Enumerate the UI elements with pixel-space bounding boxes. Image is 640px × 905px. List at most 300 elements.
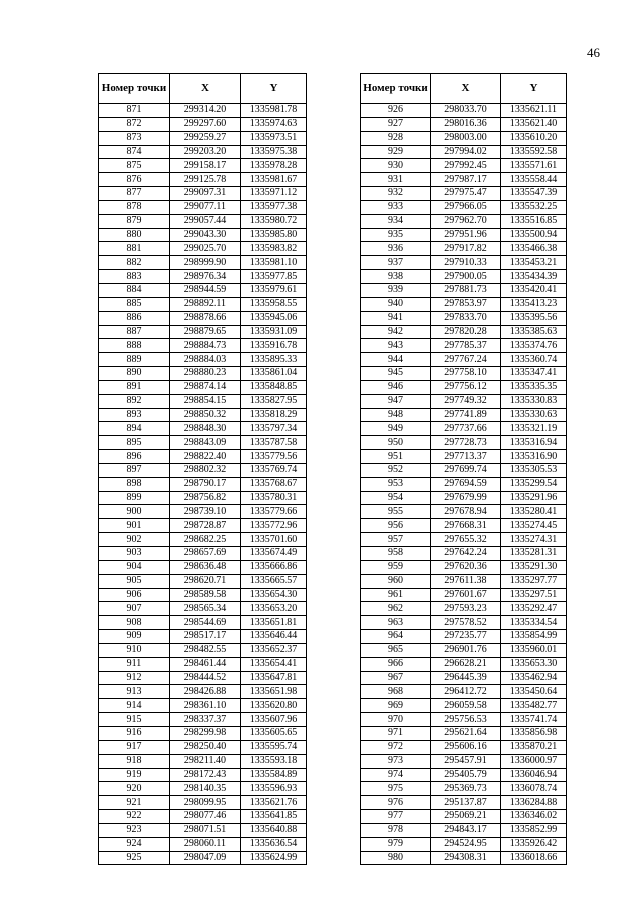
y-coordinate-cell: 1335779.66: [241, 505, 307, 519]
point-number-cell: 975: [361, 782, 431, 796]
y-coordinate-cell: 1335385.63: [501, 325, 567, 339]
y-coordinate-cell: 1335651.98: [241, 685, 307, 699]
y-coordinate-cell: 1335945.06: [241, 311, 307, 325]
coordinates-table-left: [98, 73, 307, 865]
x-coordinate-cell: 298047.09: [170, 851, 241, 865]
table-row: [99, 574, 307, 588]
y-coordinate-cell: 1335321.19: [501, 422, 567, 436]
y-coordinate-cell: 1335334.54: [501, 616, 567, 630]
point-number-cell: 919: [99, 768, 170, 782]
point-number-cell: 927: [361, 117, 431, 131]
y-coordinate-cell: 1335651.81: [241, 616, 307, 630]
x-coordinate-cell: 298140.35: [170, 782, 241, 796]
x-coordinate-cell: 297994.02: [431, 145, 501, 159]
column-header-point: Номер точки: [361, 74, 431, 104]
y-coordinate-cell: 1335958.55: [241, 297, 307, 311]
point-number-cell: 952: [361, 463, 431, 477]
table-row: [99, 671, 307, 685]
x-coordinate-cell: 298756.82: [170, 491, 241, 505]
table-row: [361, 602, 567, 616]
point-number-cell: 893: [99, 408, 170, 422]
x-coordinate-cell: 298426.88: [170, 685, 241, 699]
x-coordinate-cell: 298016.36: [431, 117, 501, 131]
table-row: [361, 117, 567, 131]
table-row: [99, 768, 307, 782]
y-coordinate-cell: 1335274.45: [501, 519, 567, 533]
y-coordinate-cell: 1335584.89: [241, 768, 307, 782]
table-row: [99, 796, 307, 810]
table-row: [99, 491, 307, 505]
table-row: [361, 367, 567, 381]
x-coordinate-cell: 297668.31: [431, 519, 501, 533]
point-number-cell: 961: [361, 588, 431, 602]
x-coordinate-cell: 299043.30: [170, 228, 241, 242]
point-number-cell: 872: [99, 117, 170, 131]
table-row: [99, 283, 307, 297]
x-coordinate-cell: 295369.73: [431, 782, 501, 796]
x-coordinate-cell: 299077.11: [170, 200, 241, 214]
x-coordinate-cell: 299297.60: [170, 117, 241, 131]
y-coordinate-cell: 1335592.58: [501, 145, 567, 159]
y-coordinate-cell: 1335848.85: [241, 380, 307, 394]
y-coordinate-cell: 1335305.53: [501, 463, 567, 477]
point-number-cell: 968: [361, 685, 431, 699]
table-row: [361, 270, 567, 284]
table-row: [99, 367, 307, 381]
page-number: 46: [587, 45, 600, 60]
point-number-cell: 905: [99, 574, 170, 588]
y-coordinate-cell: 1335281.31: [501, 547, 567, 561]
x-coordinate-cell: 298843.09: [170, 436, 241, 450]
table-row: [99, 754, 307, 768]
y-coordinate-cell: 1335769.74: [241, 463, 307, 477]
x-coordinate-cell: 298461.44: [170, 657, 241, 671]
y-coordinate-cell: 1335854.99: [501, 630, 567, 644]
table-row: [361, 533, 567, 547]
x-coordinate-cell: 298822.40: [170, 450, 241, 464]
point-number-cell: 965: [361, 643, 431, 657]
x-coordinate-cell: 298077.46: [170, 810, 241, 824]
table-row: [99, 422, 307, 436]
y-coordinate-cell: 1336346.02: [501, 810, 567, 824]
table-row: [99, 643, 307, 657]
y-coordinate-cell: 1335466.38: [501, 242, 567, 256]
y-coordinate-cell: 1335621.76: [241, 796, 307, 810]
table-row: [361, 200, 567, 214]
x-coordinate-cell: 298892.11: [170, 297, 241, 311]
table-row: [99, 837, 307, 851]
x-coordinate-cell: 297917.82: [431, 242, 501, 256]
table-row: [99, 242, 307, 256]
y-coordinate-cell: 1335299.54: [501, 477, 567, 491]
y-coordinate-cell: 1335453.21: [501, 256, 567, 270]
y-coordinate-cell: 1335297.51: [501, 588, 567, 602]
y-coordinate-cell: 1335741.74: [501, 713, 567, 727]
x-coordinate-cell: 298337.37: [170, 713, 241, 727]
table-row: [99, 104, 307, 118]
y-coordinate-cell: 1335620.80: [241, 699, 307, 713]
point-number-cell: 978: [361, 823, 431, 837]
x-coordinate-cell: 299314.20: [170, 104, 241, 118]
y-coordinate-cell: 1335280.41: [501, 505, 567, 519]
x-coordinate-cell: 297820.28: [431, 325, 501, 339]
y-coordinate-cell: 1335641.85: [241, 810, 307, 824]
table-row: [99, 187, 307, 201]
point-number-cell: 929: [361, 145, 431, 159]
point-number-cell: 962: [361, 602, 431, 616]
y-coordinate-cell: 1335605.65: [241, 726, 307, 740]
point-number-cell: 892: [99, 394, 170, 408]
table-row: [361, 214, 567, 228]
x-coordinate-cell: 297679.99: [431, 491, 501, 505]
point-number-cell: 937: [361, 256, 431, 270]
y-coordinate-cell: 1335610.20: [501, 131, 567, 145]
x-coordinate-cell: 296901.76: [431, 643, 501, 657]
point-number-cell: 936: [361, 242, 431, 256]
y-coordinate-cell: 1335653.30: [501, 657, 567, 671]
table-row: [361, 145, 567, 159]
table-row: [361, 796, 567, 810]
y-coordinate-cell: 1335977.38: [241, 200, 307, 214]
table-row: [361, 477, 567, 491]
point-number-cell: 908: [99, 616, 170, 630]
y-coordinate-cell: 1335666.86: [241, 560, 307, 574]
point-number-cell: 890: [99, 367, 170, 381]
point-number-cell: 909: [99, 630, 170, 644]
y-coordinate-cell: 1335316.90: [501, 450, 567, 464]
x-coordinate-cell: 298884.03: [170, 353, 241, 367]
table-row: [361, 726, 567, 740]
y-coordinate-cell: 1335621.11: [501, 104, 567, 118]
point-number-cell: 918: [99, 754, 170, 768]
y-coordinate-cell: 1335856.98: [501, 726, 567, 740]
table-row: [361, 353, 567, 367]
x-coordinate-cell: 298976.34: [170, 270, 241, 284]
point-number-cell: 894: [99, 422, 170, 436]
x-coordinate-cell: 299125.78: [170, 173, 241, 187]
x-coordinate-cell: 297966.05: [431, 200, 501, 214]
x-coordinate-cell: 297853.97: [431, 297, 501, 311]
y-coordinate-cell: 1335971.12: [241, 187, 307, 201]
y-coordinate-cell: 1335636.54: [241, 837, 307, 851]
point-number-cell: 964: [361, 630, 431, 644]
y-coordinate-cell: 1335701.60: [241, 533, 307, 547]
point-number-cell: 973: [361, 754, 431, 768]
point-number-cell: 967: [361, 671, 431, 685]
y-coordinate-cell: 1335571.61: [501, 159, 567, 173]
y-coordinate-cell: 1335870.21: [501, 740, 567, 754]
point-number-cell: 959: [361, 560, 431, 574]
point-number-cell: 931: [361, 173, 431, 187]
x-coordinate-cell: 298879.65: [170, 325, 241, 339]
table-row: [361, 159, 567, 173]
table-row: [361, 643, 567, 657]
point-number-cell: 941: [361, 311, 431, 325]
point-number-cell: 924: [99, 837, 170, 851]
x-coordinate-cell: 297833.70: [431, 311, 501, 325]
y-coordinate-cell: 1335852.99: [501, 823, 567, 837]
x-coordinate-cell: 296412.72: [431, 685, 501, 699]
y-coordinate-cell: 1335981.67: [241, 173, 307, 187]
point-number-cell: 884: [99, 283, 170, 297]
x-coordinate-cell: 297620.36: [431, 560, 501, 574]
x-coordinate-cell: 297975.47: [431, 187, 501, 201]
x-coordinate-cell: 298884.73: [170, 339, 241, 353]
table-row: [361, 754, 567, 768]
x-coordinate-cell: 298802.32: [170, 463, 241, 477]
point-number-cell: 950: [361, 436, 431, 450]
point-number-cell: 916: [99, 726, 170, 740]
y-coordinate-cell: 1335780.31: [241, 491, 307, 505]
column-header-x: X: [170, 74, 241, 104]
x-coordinate-cell: 298099.95: [170, 796, 241, 810]
point-number-cell: 949: [361, 422, 431, 436]
point-number-cell: 880: [99, 228, 170, 242]
y-coordinate-cell: 1335979.61: [241, 283, 307, 297]
table-row: [361, 505, 567, 519]
point-number-cell: 920: [99, 782, 170, 796]
point-number-cell: 911: [99, 657, 170, 671]
point-number-cell: 951: [361, 450, 431, 464]
x-coordinate-cell: 298482.55: [170, 643, 241, 657]
x-coordinate-cell: 298565.34: [170, 602, 241, 616]
table-row: [99, 450, 307, 464]
point-number-cell: 874: [99, 145, 170, 159]
table-row: [99, 810, 307, 824]
x-coordinate-cell: 295405.79: [431, 768, 501, 782]
y-coordinate-cell: 1335274.31: [501, 533, 567, 547]
point-number-cell: 899: [99, 491, 170, 505]
point-number-cell: 970: [361, 713, 431, 727]
y-coordinate-cell: 1335654.41: [241, 657, 307, 671]
y-coordinate-cell: 1335462.94: [501, 671, 567, 685]
x-coordinate-cell: 297881.73: [431, 283, 501, 297]
table-row: [361, 782, 567, 796]
point-number-cell: 877: [99, 187, 170, 201]
x-coordinate-cell: 298003.00: [431, 131, 501, 145]
x-coordinate-cell: 295137.87: [431, 796, 501, 810]
y-coordinate-cell: 1335931.09: [241, 325, 307, 339]
point-number-cell: 946: [361, 380, 431, 394]
table-row: [99, 477, 307, 491]
table-row: [361, 560, 567, 574]
x-coordinate-cell: 295621.64: [431, 726, 501, 740]
table-row: [361, 851, 567, 865]
y-coordinate-cell: 1335960.01: [501, 643, 567, 657]
point-number-cell: 945: [361, 367, 431, 381]
x-coordinate-cell: 297713.37: [431, 450, 501, 464]
point-number-cell: 891: [99, 380, 170, 394]
table-row: [361, 574, 567, 588]
point-number-cell: 947: [361, 394, 431, 408]
x-coordinate-cell: 297992.45: [431, 159, 501, 173]
x-coordinate-cell: 298589.58: [170, 588, 241, 602]
table-row: [361, 588, 567, 602]
point-number-cell: 944: [361, 353, 431, 367]
point-number-cell: 882: [99, 256, 170, 270]
y-coordinate-cell: 1335335.35: [501, 380, 567, 394]
y-coordinate-cell: 1335292.47: [501, 602, 567, 616]
point-number-cell: 897: [99, 463, 170, 477]
table-row: [99, 533, 307, 547]
point-number-cell: 934: [361, 214, 431, 228]
table-row: [361, 810, 567, 824]
table-row: [99, 145, 307, 159]
y-coordinate-cell: 1335895.33: [241, 353, 307, 367]
table-row: [99, 588, 307, 602]
x-coordinate-cell: 297578.52: [431, 616, 501, 630]
point-number-cell: 914: [99, 699, 170, 713]
x-coordinate-cell: 298850.32: [170, 408, 241, 422]
y-coordinate-cell: 1335297.77: [501, 574, 567, 588]
x-coordinate-cell: 298854.15: [170, 394, 241, 408]
y-coordinate-cell: 1335360.74: [501, 353, 567, 367]
point-number-cell: 886: [99, 311, 170, 325]
table-row: [361, 408, 567, 422]
x-coordinate-cell: 298636.48: [170, 560, 241, 574]
x-coordinate-cell: 299057.44: [170, 214, 241, 228]
point-number-cell: 885: [99, 297, 170, 311]
x-coordinate-cell: 298657.69: [170, 547, 241, 561]
point-number-cell: 940: [361, 297, 431, 311]
y-coordinate-cell: 1335532.25: [501, 200, 567, 214]
table-row: [361, 616, 567, 630]
point-number-cell: 915: [99, 713, 170, 727]
point-number-cell: 906: [99, 588, 170, 602]
table-row: [99, 380, 307, 394]
point-number-cell: 913: [99, 685, 170, 699]
point-number-cell: 881: [99, 242, 170, 256]
table-row: [361, 256, 567, 270]
x-coordinate-cell: 298361.10: [170, 699, 241, 713]
y-coordinate-cell: 1335978.28: [241, 159, 307, 173]
y-coordinate-cell: 1335621.40: [501, 117, 567, 131]
x-coordinate-cell: 294843.17: [431, 823, 501, 837]
x-coordinate-cell: 299158.17: [170, 159, 241, 173]
table-row: [361, 311, 567, 325]
y-coordinate-cell: 1335926.42: [501, 837, 567, 851]
y-coordinate-cell: 1335674.49: [241, 547, 307, 561]
table-row: [361, 325, 567, 339]
table-row: [361, 173, 567, 187]
point-number-cell: 958: [361, 547, 431, 561]
table-row: [99, 256, 307, 270]
y-coordinate-cell: 1335420.41: [501, 283, 567, 297]
x-coordinate-cell: 297728.73: [431, 436, 501, 450]
table-row: [99, 325, 307, 339]
point-number-cell: 933: [361, 200, 431, 214]
table-row: [99, 560, 307, 574]
x-coordinate-cell: 298682.25: [170, 533, 241, 547]
y-coordinate-cell: 1335291.30: [501, 560, 567, 574]
x-coordinate-cell: 298944.59: [170, 283, 241, 297]
point-number-cell: 948: [361, 408, 431, 422]
y-coordinate-cell: 1335374.76: [501, 339, 567, 353]
point-number-cell: 939: [361, 283, 431, 297]
point-number-cell: 963: [361, 616, 431, 630]
x-coordinate-cell: 298250.40: [170, 740, 241, 754]
table-row: [361, 104, 567, 118]
table-row: [99, 228, 307, 242]
x-coordinate-cell: 298211.40: [170, 754, 241, 768]
x-coordinate-cell: 297699.74: [431, 463, 501, 477]
x-coordinate-cell: 298544.69: [170, 616, 241, 630]
table-row: [361, 187, 567, 201]
point-number-cell: 878: [99, 200, 170, 214]
table-row: [361, 339, 567, 353]
y-coordinate-cell: 1335547.39: [501, 187, 567, 201]
y-coordinate-cell: 1335330.63: [501, 408, 567, 422]
x-coordinate-cell: 297741.89: [431, 408, 501, 422]
column-header-y: Y: [501, 74, 567, 104]
x-coordinate-cell: 297642.24: [431, 547, 501, 561]
point-number-cell: 930: [361, 159, 431, 173]
table-row: [99, 339, 307, 353]
column-header-point: Номер точки: [99, 74, 170, 104]
x-coordinate-cell: 297694.59: [431, 477, 501, 491]
x-coordinate-cell: 298999.90: [170, 256, 241, 270]
table-row: [361, 297, 567, 311]
y-coordinate-cell: 1335975.38: [241, 145, 307, 159]
y-coordinate-cell: 1335654.30: [241, 588, 307, 602]
y-coordinate-cell: 1335316.94: [501, 436, 567, 450]
table-row: [99, 297, 307, 311]
table-row: [99, 131, 307, 145]
table-row: [99, 463, 307, 477]
column-header-y: Y: [241, 74, 307, 104]
point-number-cell: 883: [99, 270, 170, 284]
table-row: [99, 616, 307, 630]
y-coordinate-cell: 1335330.83: [501, 394, 567, 408]
x-coordinate-cell: 297678.94: [431, 505, 501, 519]
x-coordinate-cell: 296059.58: [431, 699, 501, 713]
y-coordinate-cell: 1335558.44: [501, 173, 567, 187]
point-number-cell: 887: [99, 325, 170, 339]
table-row: [361, 450, 567, 464]
x-coordinate-cell: 297737.66: [431, 422, 501, 436]
point-number-cell: 966: [361, 657, 431, 671]
table-row: [361, 463, 567, 477]
point-number-cell: 977: [361, 810, 431, 824]
point-number-cell: 974: [361, 768, 431, 782]
point-number-cell: 898: [99, 477, 170, 491]
point-number-cell: 925: [99, 851, 170, 865]
x-coordinate-cell: 297962.70: [431, 214, 501, 228]
x-coordinate-cell: 299203.20: [170, 145, 241, 159]
table-row: [99, 699, 307, 713]
table-row: [361, 131, 567, 145]
table-row: [361, 713, 567, 727]
table-row: [361, 394, 567, 408]
y-coordinate-cell: 1335973.51: [241, 131, 307, 145]
x-coordinate-cell: 298444.52: [170, 671, 241, 685]
y-coordinate-cell: 1336284.88: [501, 796, 567, 810]
point-number-cell: 980: [361, 851, 431, 865]
y-coordinate-cell: 1336000.97: [501, 754, 567, 768]
y-coordinate-cell: 1335981.10: [241, 256, 307, 270]
table-row: [99, 436, 307, 450]
point-number-cell: 954: [361, 491, 431, 505]
point-number-cell: 932: [361, 187, 431, 201]
table-row: [361, 242, 567, 256]
point-number-cell: 953: [361, 477, 431, 491]
y-coordinate-cell: 1335593.18: [241, 754, 307, 768]
table-row: [361, 740, 567, 754]
table-row: [361, 630, 567, 644]
y-coordinate-cell: 1335291.96: [501, 491, 567, 505]
table-row: [361, 685, 567, 699]
y-coordinate-cell: 1335596.93: [241, 782, 307, 796]
